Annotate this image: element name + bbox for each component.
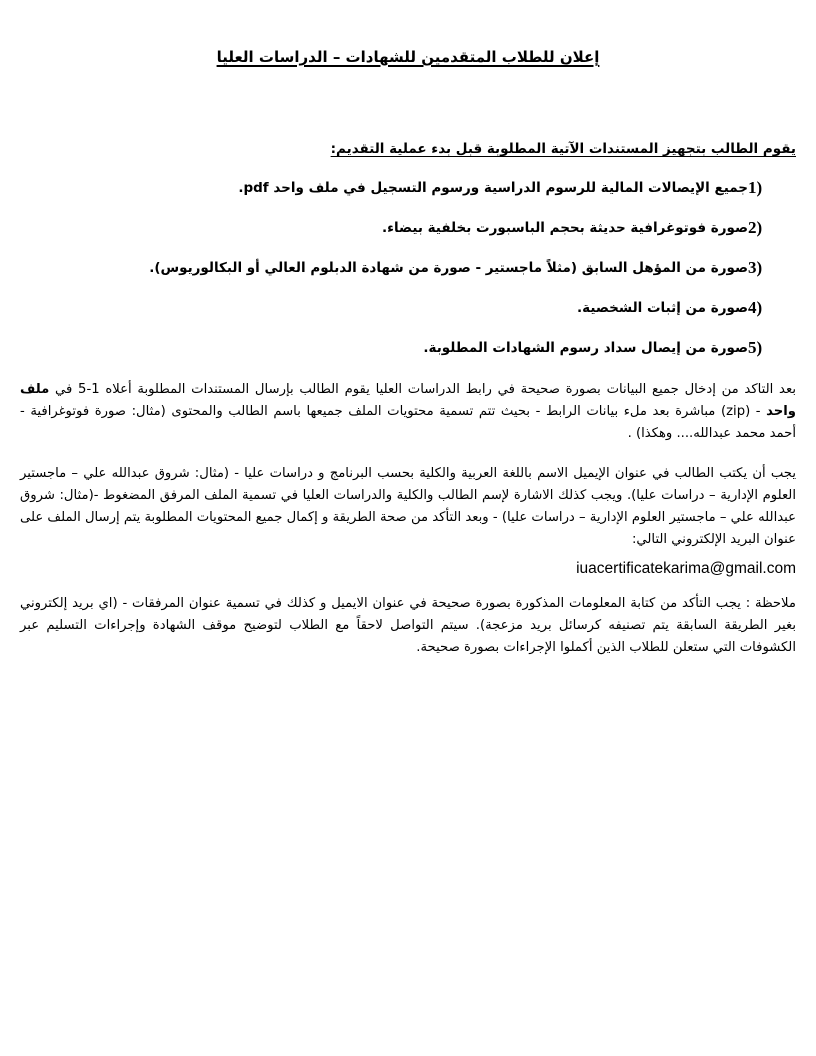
requirement-text: صورة من المؤهل السابق (مثلاً ماجستير - صورة من شهادة الدبلوم العالي أو البكالوريوس). <box>149 260 748 276</box>
contact-email-link[interactable]: iuacertificatekarima@gmail.com <box>576 560 796 577</box>
requirements-list <box>36 178 796 378</box>
note-paragraph: ملاحظة : يجب التأكد من كتابة المعلومات المذكورة بصورة صحيحة في عنوان الايميل و كذلك في تسمية عنوان المرفقات - (اي بريد إلكتروني بغير الطريقة السابقة يتم تصنيفه كرسائل بريد مزعجة). سيتم التواصل لاحقاً مع الطلاب لتوضيح موقف الشهادة وإجراءات التسليم عبر الكشوفات التي ستعلن للطلاب الذين أكملوا الإجراءات بصورة صحيحة. <box>20 596 796 655</box>
requirement-item <box>36 298 796 338</box>
requirement-number: 5) <box>748 338 763 357</box>
requirement-number: 3) <box>748 258 763 277</box>
document-title: إعلان للطلاب المتقدمين للشهادات – الدراسات العليا <box>216 48 600 66</box>
paragraph-text: - (zip) مباشرة بعد ملء بيانات الرابط - بحيث تتم تسمية محتويات الملف جميعها باسم الطالب والمحتوى (مثال: صورة فوتوغرافية - أحمد محمد عبدالله.... وهكذا) . <box>20 404 796 441</box>
paragraph-text: بعد التاكد من إدخال جميع البيانات بصورة صحيحة في رابط الدراسات العليا يقوم الطالب بإرسال المستندات المطلوبة أعلاه 1-5 في <box>49 382 797 397</box>
requirement-number: 1) <box>748 178 763 197</box>
requirement-number: 4) <box>748 298 763 317</box>
requirement-text: صورة من إيصال سداد رسوم الشهادات المطلوبة. <box>423 340 748 356</box>
requirement-text: صورة فوتوغرافية حديثة بحجم الباسبورت بخلفية بيضاء. <box>381 220 748 236</box>
requirement-number: 2) <box>748 218 763 237</box>
requirement-item <box>36 218 796 258</box>
requirement-item <box>36 258 796 298</box>
email-naming-paragraph: يجب أن يكتب الطالب في عنوان الإيميل الاسم باللغة العربية والكلية بحسب البرنامج و دراسات عليا - (مثال: شروق عبدالله علي – ماجستير العلوم الإدارية – دراسات عليا). ويجب كذلك الاشارة لإسم الطالب والكلية والدراسات العليا في تسمية الملف المرفق المضغوط -(مثال: شروق عبدالله علي – ماجستير العلوم الإدارية – دراسات عليا) - وبعد التأكد من صحة الطريقة و إكمال جميع المحتويات المطلوبة يتم إرسال الملف على عنوان البريد الإلكتروني التالي: <box>20 466 796 547</box>
submission-instructions-paragraph <box>20 379 796 445</box>
requirement-item <box>36 338 796 378</box>
requirement-text: صورة من إثبات الشخصية. <box>577 300 748 316</box>
single-file-emphasis: ملف واحد <box>20 382 796 419</box>
requirement-item <box>36 178 796 218</box>
requirement-text: جميع الإيصالات المالية للرسوم الدراسية ورسوم التسجيل في ملف واحد pdf. <box>238 180 748 196</box>
intro-heading: يقوم الطالب بتجهيز المستندات الآتية المطلوبة قبل بدء عملية التقديم: <box>330 141 796 157</box>
